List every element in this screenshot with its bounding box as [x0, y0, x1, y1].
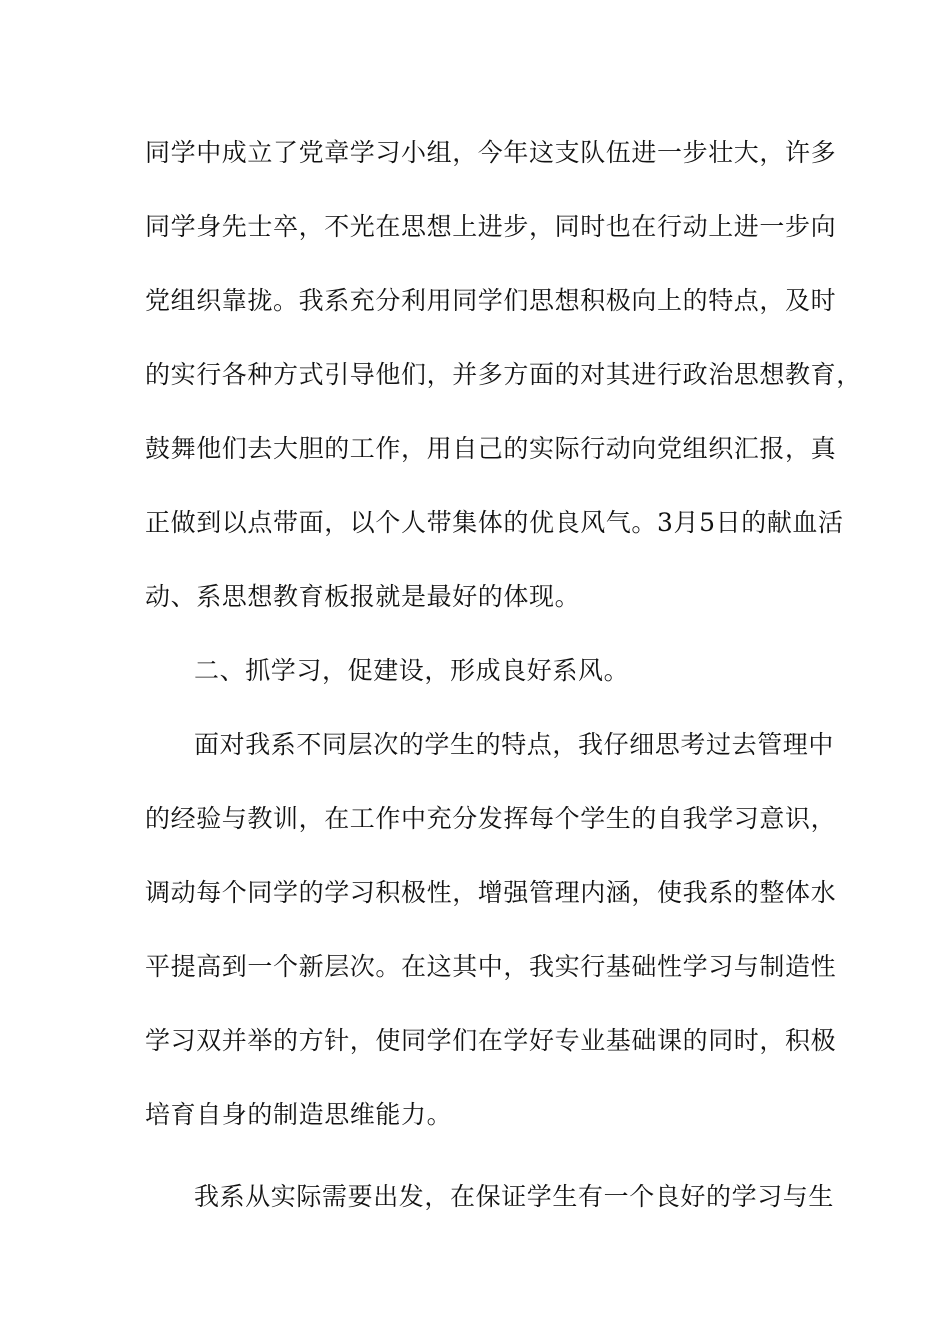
paragraph-line: 培育自身的制造思维能力。 — [145, 1100, 453, 1129]
paragraph-line: 调动每个同学的学习积极性，增强管理内涵，使我系的整体水 — [145, 878, 837, 907]
section-heading: 二、抓学习，促建设，形成良好系风。 — [194, 656, 630, 685]
paragraph-line: 面对我系不同层次的学生的特点，我仔细思考过去管理中 — [194, 730, 835, 759]
paragraph-line: 的实行各种方式引导他们，并多方面的对其进行政治思想教育， — [145, 360, 862, 389]
paragraph-line: 我系从实际需要出发，在保证学生有一个良好的学习与生 — [194, 1182, 835, 1211]
paragraph-line: 平提高到一个新层次。在这其中，我实行基础性学习与制造性 — [145, 952, 837, 981]
paragraph-line: 鼓舞他们去大胆的工作，用自己的实际行动向党组织汇报，真 — [145, 434, 837, 463]
paragraph-line: 动、系思想教育板报就是最好的体现。 — [145, 582, 581, 611]
paragraph-line: 同学身先士卒，不光在思想上进步，同时也在行动上进一步向 — [145, 212, 837, 241]
paragraph-line: 的经验与教训，在工作中充分发挥每个学生的自我学习意识， — [145, 804, 837, 833]
paragraph-line: 正做到以点带面，以个人带集体的优良风气。3月5日的献血活 — [145, 508, 844, 537]
paragraph-line: 同学中成立了党章学习小组，今年这支队伍进一步壮大，许多 — [145, 138, 837, 167]
paragraph-line: 学习双并举的方针，使同学们在学好专业基础课的同时，积极 — [145, 1026, 837, 1055]
paragraph-line: 党组织靠拢。我系充分利用同学们思想积极向上的特点，及时 — [145, 286, 837, 315]
